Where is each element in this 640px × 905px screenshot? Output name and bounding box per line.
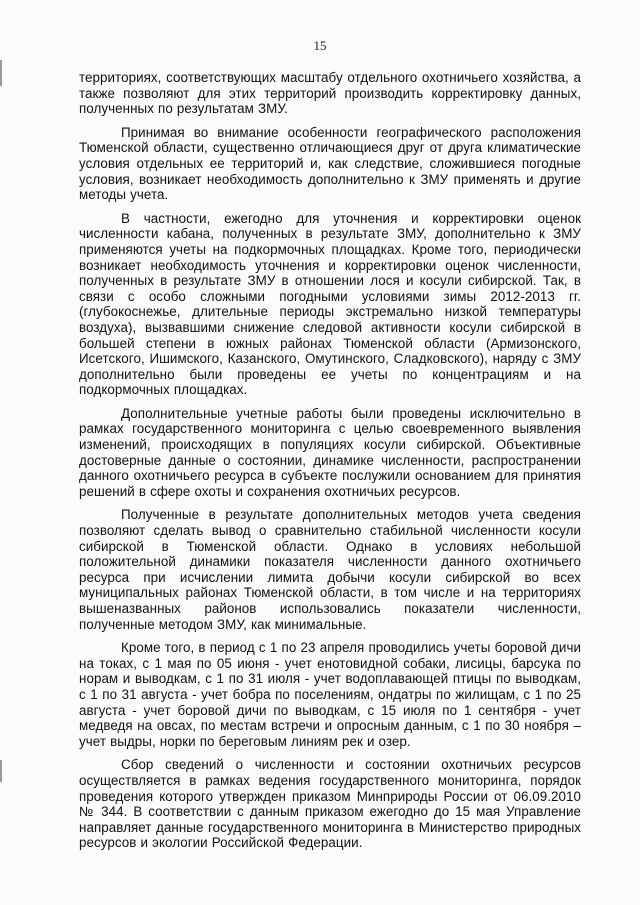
- paragraph-geography: Принимая во внимание особенности географического расположения Тюменской области, существенно отличающиеся друг от друга климатические условия отдельных ее территорий и, как следствие, сложившиеся погодные условия, возникает необходимость дополнительно к ЗМУ применять и другие методы учета.: [79, 124, 581, 203]
- page-number: 15: [313, 38, 327, 53]
- paragraph-data-collection: Сбор сведений о численности и состоянии охотничьих ресурсов осуществляется в рамках ведения государственного мониторинга, порядок проведения которого утвержден приказом Минприроды России от 06.09.2010 № 344. В соответствии с данным приказом ежегодно до 15 мая Управление направляет данные государственного мониторинга в Министерство природных ресурсов и экологии Российской Федерации.: [79, 757, 581, 851]
- paragraph-count-schedule: Кроме того, в период с 1 по 23 апреля проводились учеты боровой дичи на токах, с 1 мая по 05 июня - учет енотовидной собаки, лисицы, барсука по норам и выводкам, с 1 по 31 июля - учет водоплавающей птицы по выводкам, с 1 по 31 августа - учет бобра по поселениям, ондатры по жилищам, с 1 по 25 августа - учет боровой дичи по выводкам, с 15 июля по 1 сентября - учет медведя на овсах, по местам встречи и опросным данным, с 1 по 30 ноября – учет выдры, норки по береговым линиям рек и озер.: [79, 640, 581, 749]
- scan-margin-mark: [0, 60, 2, 86]
- body-text: [79, 70, 581, 851]
- paragraph-results: Полученные в результате дополнительных методов учета сведения позволяют сделать вывод о сравнительно стабильной численности косули сибирской в Тюменской области. Однако в условиях небольшой положительной динамики показателя численности данного охотничьего ресурса при исчислении лимита добычи косули сибирской во всех муниципальных районах Тюменской области, в том числе и на территориях вышеназванных районов использовались показатели численности, полученные методом ЗМУ, как минимальные.: [79, 507, 581, 632]
- paragraph-continuation: территориях, соответствующих масштабу отдельного охотничьего хозяйства, а также позволяют для этих территорий производить корректировку данных, полученных по результатам ЗМУ.: [79, 70, 581, 117]
- paragraph-additional-monitoring: Дополнительные учетные работы были проведены исключительно в рамках государственного мониторинга с целью своевременного выявления изменений, происходящих в популяциях косули сибирской. Объективные достоверные данные о состоянии, динамике численности, распространении данного охотничьего ресурса в субъекте послужили основанием для принятия решений в сфере охоты и сохранения охотничьих ресурсов.: [79, 405, 581, 499]
- paragraph-boar-roe-deer-counts: В частности, ежегодно для уточнения и корректировки оценок численности кабана, полученных в результате ЗМУ, дополнительно к ЗМУ применяются учеты на подкормочных площадках. Кроме того, периодически возникает необходимость уточнения и корректировки оценок численности, полученных в результате ЗМУ в отношении лося и косули сибирской. Так, в связи с особо сложными погодными условиями зимы 2012-2013 гг. (глубокоснежье, длительные периоды экстремально низкой температуры воздуха), вызвавшими снижение следовой активности косули сибирской в большей степени в южных районах Тюменской области (Армизонского, Исетского, Ишимского, Казанского, Омутинского, Сладковского), наряду с ЗМУ дополнительно были проведены ее учеты по концентрациям и на подкормочных площадках.: [79, 210, 581, 398]
- scan-margin-mark: [0, 760, 2, 782]
